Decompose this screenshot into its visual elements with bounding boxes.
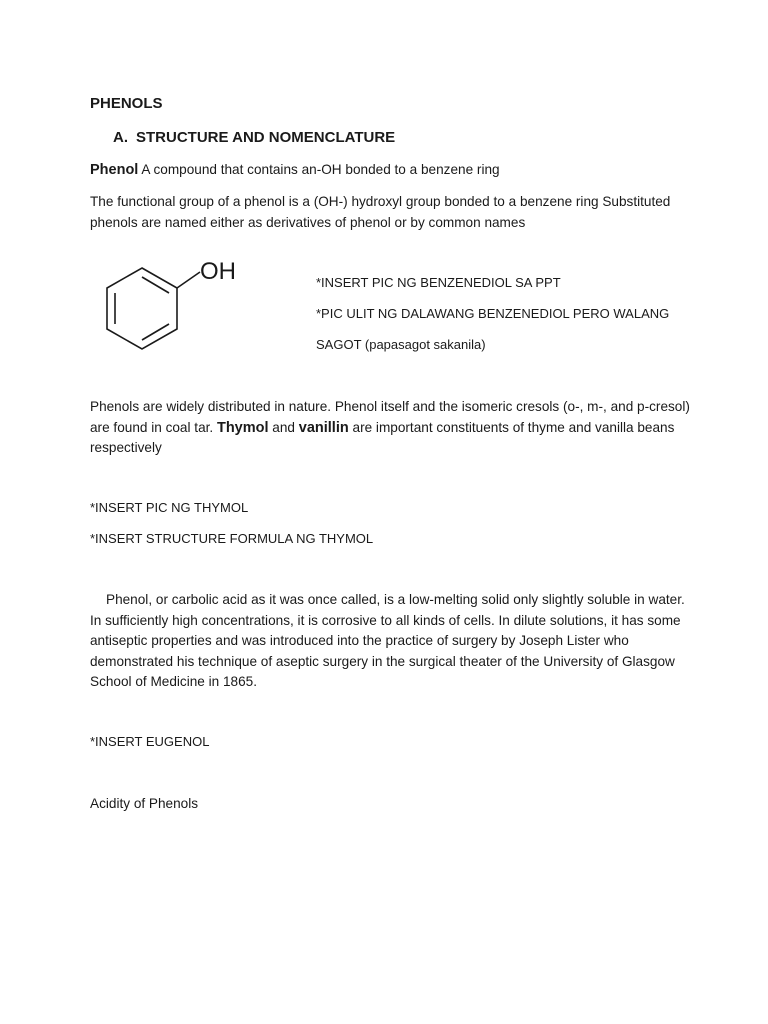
hydroxyl-bond [177,272,200,288]
section-number: A. [113,129,128,146]
distribution-text-2: are important constituents of thyme and vanilla beans respectively [90,419,675,456]
note-benzenediol-ppt: *INSERT PIC NG BENZENEDIOL SA PPT [316,275,561,290]
definition-term: Phenol [90,162,139,178]
note-thymol-structure: *INSERT STRUCTURE FORMULA NG THYMOL [90,531,374,546]
section-heading [113,129,395,146]
distribution-and: and [268,419,299,435]
carbolic-acid-paragraph: Phenol, or carbolic acid as it was once called, is a low-melting solid only slightly soluble in water. In sufficiently high concentrations, it is corrosive to all kinds of cells. In dilute solutions, it has some antiseptic properties and was introduced into the practice of surgery by Joseph Lister who demonstrated his technique of aseptic surgery in the surgical theater of the University of Glasgow School of Medicine in 1865. [90,592,685,690]
functional-group-paragraph: The functional group of a phenol is a (OH-) hydroxyl group bonded to a benzene ring Substituted phenols are named either as derivatives of phenol or by common names [90,194,671,230]
phenol-structure-diagram [100,250,250,360]
definition-text: A compound that contains an-OH bonded to a benzene ring [138,162,500,177]
note-thymol-pic: *INSERT PIC NG THYMOL [90,500,249,515]
benzene-ring [107,268,200,349]
oh-label: OH [200,258,236,285]
note-eugenol: *INSERT EUGENOL [90,734,210,749]
acidity-heading: Acidity of Phenols [90,796,199,811]
note-benzenediol-repeat: *PIC ULIT NG DALAWANG BENZENEDIOL PERO WALANG [316,306,670,321]
distribution-paragraph [90,397,690,459]
phenol-definition [90,160,690,181]
vanillin-term: vanillin [298,419,349,436]
distribution-text-1: Phenols are widely distributed in nature. Phenol itself and the isomeric cresols (o-, m-, and p-cresol) are found in coal tar. [90,399,690,435]
page-title: PHENOLS [90,95,163,112]
note-benzenediol-answer: SAGOT (papasagot sakanila) [316,337,486,352]
section-title: STRUCTURE AND NOMENCLATURE [136,129,396,146]
thymol-term: Thymol [216,419,269,436]
